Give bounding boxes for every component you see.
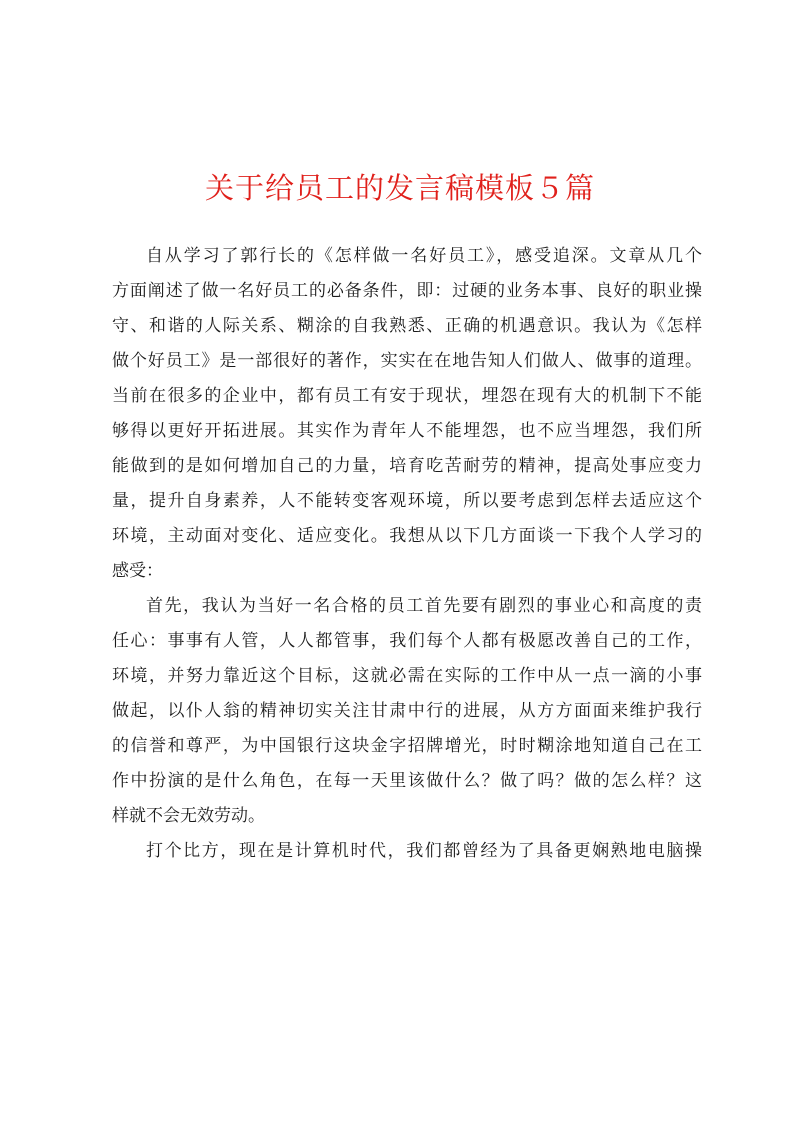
- text-line: 守、和谐的人际关系、糊涂的自我熟悉、正确的机遇意识。我认为《怎样: [112, 316, 702, 336]
- text-line: 环境，主动面对变化、适应变化。我想从以下几方面谈一下我个人学习的: [112, 526, 702, 546]
- document-body: [112, 239, 702, 869]
- text-line: 自从学习了郭行长的《怎样做一名好员工》，感受追深。文章从几个: [146, 246, 702, 266]
- text-line: 样就不会无效劳动。: [112, 806, 265, 826]
- text-line: 方面阐述了做一名好员工的必备条件，即：过硬的业务本事、良好的职业操: [112, 281, 702, 301]
- text-line: 能做到的是如何增加自己的力量，培育吃苦耐劳的精神，提高处事应变力: [112, 456, 702, 476]
- text-line: 做个好员工》是一部很好的著作，实实在在地告知人们做人、做事的道理。: [112, 351, 702, 371]
- text-line: 任心：事事有人管，人人都管事，我们每个人都有极愿改善自己的工作，: [112, 631, 702, 651]
- text-line: 环境，并努力靠近这个目标，这就必需在实际的工作中从一点一滴的小事: [112, 666, 702, 686]
- text-line: 感受：: [112, 561, 163, 581]
- text-line: 做起，以仆人翁的精神切实关注甘肃中行的进展，从方方面面来维护我行: [112, 701, 702, 721]
- text-line: 作中扮演的是什么角色，在每一天里该做什么？做了吗？做的怎么样？这: [112, 771, 702, 791]
- paragraph: [112, 834, 702, 869]
- text-line: 打个比方，现在是计算机时代，我们都曾经为了具备更娴熟地电脑操: [146, 841, 702, 861]
- paragraph: [112, 589, 702, 834]
- text-line: 够得以更好开拓进展。其实作为青年人不能埋怨，也不应当埋怨，我们所: [112, 421, 702, 441]
- paragraph: [112, 239, 702, 589]
- text-line: 量，提升自身素养，人不能转变客观环境，所以要考虑到怎样去适应这个: [112, 491, 702, 511]
- document-title: 关于给员工的发言稿模板５篇: [204, 171, 595, 205]
- text-line: 的信誉和尊严，为中国银行这块金字招牌增光，时时糊涂地知道自己在工: [112, 736, 702, 756]
- text-line: 当前在很多的企业中，都有员工有安于现状，埋怨在现有大的机制下不能: [112, 386, 702, 406]
- text-line: 首先，我认为当好一名合格的员工首先要有剧烈的事业心和高度的责: [146, 596, 702, 616]
